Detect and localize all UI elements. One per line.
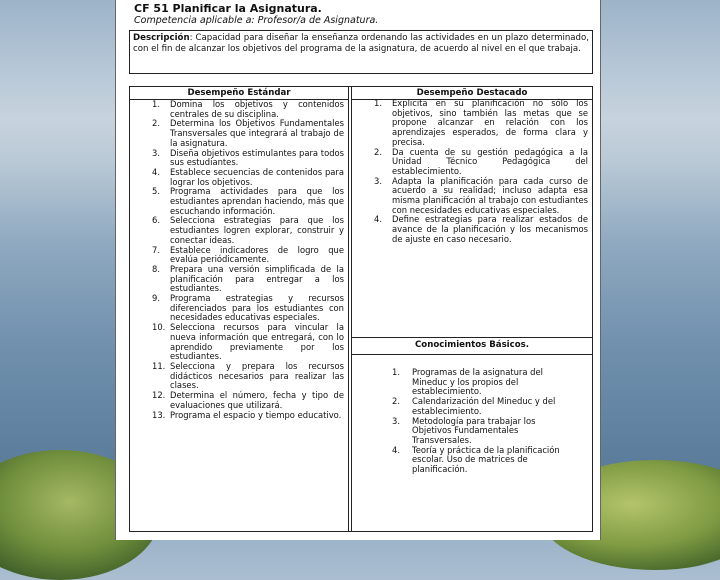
basics-heading: Conocimientos Básicos. [352,337,592,355]
basics-section [352,363,592,475]
description-text: : Capacidad para diseñar la enseñanza ordenando las actividades en un plazo determinado, con el fin de alcanzar los objetivos del programa de la asignatura, de acuerdo al nivel en el que trabaja. [133,33,589,54]
list-item: 2. Calendarización del Mineduc y del establecimiento. [392,396,556,416]
description-box [129,30,593,74]
list-item: 5. Programa actividades para que los estudiantes aprendan haciendo, más que escuchando información. [152,186,344,216]
list-item: 2. Da cuenta de su gestión pedagógica a la Unidad Técnico Pedagógica del establecimiento. [374,146,588,176]
competency-table [129,86,593,532]
list-item: 1. Domina los objetivos y contenidos centrales de su disciplina. [152,99,344,119]
page-title: CF 51 Planificar la Asignatura. [134,2,322,15]
outstanding-heading: Desempeño Destacado [352,87,592,100]
list-item: 10. Selecciona recursos para vincular la nueva información que entregará, con lo aprendido previamente por los estudiantes. [152,322,344,362]
standard-heading: Desempeño Estándar [130,87,348,100]
list-item: 3. Metodología para trabajar los Objetivos Fundamentales Transversales. [392,415,536,445]
description-label: Descripción [133,33,190,43]
document-sheet [115,0,601,540]
list-item: 4. Teoría y práctica de la planificación escolar. Uso de matrices de planificación. [392,444,560,475]
standard-column [130,87,349,531]
page-subtitle: Competencia aplicable a: Profesor/a de Asignatura. [134,15,379,26]
list-item: 13. Programa el espacio y tiempo educativo. [152,409,342,420]
list-item: 3. Adapta la planificación para cada curso de acuerdo a su realidad; incluso adapta esa misma planificación al trabajo con estudiantes con necesidades educativas especiales. [374,175,588,215]
standard-list [130,100,348,420]
list-item: 11. Selecciona y prepara los recursos didácticos necesarios para realizar las clases. [152,360,344,391]
list-item: 3. Diseña objetivos estimulantes para todos sus estudiantes. [152,147,344,168]
list-item: 2. Determina los Objetivos Fundamentales Transversales que integrará al trabajo de la asignatura. [152,118,344,148]
list-item: 4. Establece secuencias de contenidos para lograr los objetivos. [152,166,344,187]
list-item: 7. Establece indicadores de logro que evalúa periódicamente. [152,244,344,265]
list-item: 4. Define estrategias para realizar estados de avance de la planificación y los mecanismos de ajuste en caso necesario. [374,214,588,244]
list-item: 8. Prepara una versión simplificada de la planificación para entregar a los estudiantes. [152,263,344,294]
outstanding-list [352,99,592,245]
basics-list [352,363,592,475]
list-item: 9. Programa estrategias y recursos diferenciados para los estudiantes con necesidades educativas especiales. [152,293,344,323]
list-item: 6. Selecciona estrategias para que los estudiantes logren explorar, construir y conectar ideas. [152,215,344,245]
list-item: 12. Determina el número, fecha y tipo de evaluaciones que utilizará. [152,390,344,410]
outstanding-column [351,87,592,531]
outstanding-section [352,99,592,337]
list-item: 1. Programas de la asignatura del Mineduc y los propios del establecimiento. [392,367,543,397]
list-item: 1. Explicita en su planificación no sólo los objetivos, sino también las metas que se propone alcanzar en relación con los aprendizajes esperados, de forma clara y precisa. [374,98,588,147]
